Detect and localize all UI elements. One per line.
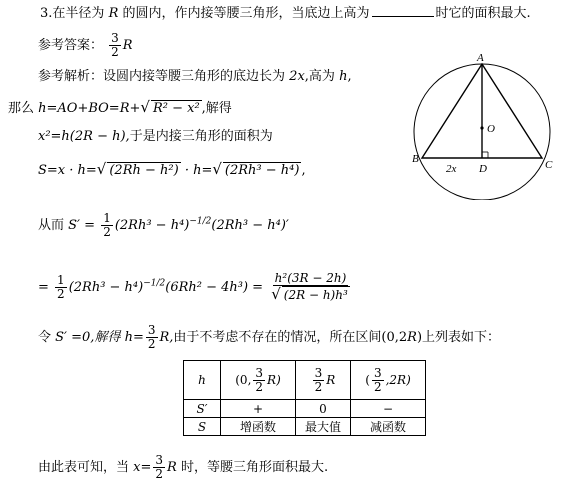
- problem-text-b: 的圆内，作内接等腰三角形，当底边上高为: [122, 6, 370, 21]
- label-d: D: [479, 163, 487, 175]
- eq6-a: 令: [38, 330, 52, 345]
- int2-den: 2: [373, 379, 382, 394]
- int2-num: 3: [373, 365, 382, 380]
- sqrt-icon: √: [271, 285, 281, 303]
- concl-x: x=: [133, 460, 152, 475]
- sign-cell: 0: [296, 400, 351, 418]
- problem-statement: [40, 4, 531, 23]
- problem-number: 3.: [40, 6, 53, 21]
- concl-b: 时，等腰三角形面积最大.: [180, 460, 329, 475]
- int2-a: (: [365, 372, 370, 387]
- sign-table-head: h: [184, 361, 221, 400]
- eq6-r: R,: [159, 330, 174, 345]
- answer-label: 参考答案：: [38, 38, 104, 53]
- int1-b: R): [267, 372, 281, 387]
- eq1-prefix: 那么: [8, 101, 35, 116]
- eq3-tail: ,: [301, 163, 306, 178]
- pt-num: 3: [314, 365, 323, 380]
- eq5-num: 1: [57, 273, 65, 287]
- monotonic-cell: 增函数: [221, 418, 296, 436]
- sign-table-row3-head: S: [184, 418, 221, 436]
- eq3-mid: · h=: [184, 163, 213, 178]
- eq3-radicand-1: (2Rh − h²): [109, 163, 179, 178]
- sign-table-critical-point: [296, 361, 351, 400]
- conclusion: [38, 454, 328, 481]
- analysis-text1: 设圆内接等腰三角形的底边长为: [103, 69, 286, 84]
- eq1-lhs: h=AO+BO=R+: [38, 101, 141, 116]
- eq2: x²=h(2R − h),: [38, 129, 130, 144]
- equation-2: [38, 128, 273, 146]
- eq2-tail: 于是内接三角形的面积为: [129, 129, 273, 144]
- eq1-radicand: R² − x²: [152, 101, 200, 116]
- equation-3: [38, 160, 306, 180]
- eq4-num: 1: [103, 211, 111, 225]
- label-base: 2x: [446, 163, 457, 175]
- analysis-text3: ,: [347, 69, 352, 84]
- eq5-fraction: [55, 274, 67, 301]
- answer-var: R: [122, 38, 133, 53]
- reference-answer: [38, 32, 133, 59]
- eq3-lhs: S=x · h=: [38, 163, 97, 178]
- concl-r: R: [167, 460, 177, 475]
- inscribed-triangle-figure: [406, 52, 572, 200]
- sign-table-interval-1: [221, 361, 296, 400]
- var-r: R: [108, 6, 119, 21]
- int1-a: (0,: [235, 372, 252, 387]
- label-c: C: [545, 159, 553, 171]
- analysis-intro: [38, 68, 352, 86]
- equation-6: [38, 324, 500, 351]
- concl-fraction: [153, 454, 165, 481]
- int1-num: 3: [255, 365, 264, 380]
- label-o: O: [487, 123, 495, 135]
- int1-den: 2: [255, 379, 264, 394]
- int2-b: ,2R): [385, 372, 411, 387]
- sqrt-icon: √: [96, 160, 107, 178]
- eq3-radicand-2: (2Rh³ − h⁴): [224, 163, 300, 178]
- eq5-eq: =: [38, 280, 49, 295]
- concl-num: 3: [155, 453, 164, 467]
- problem-text-a: 在半径为: [52, 6, 105, 21]
- eq5-fden: (2R − h)h³: [283, 288, 348, 302]
- eq4-fraction: [101, 212, 113, 239]
- sign-table-interval-2: [351, 361, 426, 400]
- base-var: 2x: [289, 69, 305, 84]
- equation-1: [8, 98, 232, 118]
- pt-den: 2: [314, 379, 323, 394]
- label-a: A: [477, 52, 484, 64]
- eq6-c: 由于不考虑不存在的情况，所在区间(0,2: [173, 330, 408, 345]
- concl-den: 2: [155, 467, 164, 481]
- eq4-den: 2: [103, 225, 111, 239]
- analysis-label: 参考解析：: [38, 69, 104, 84]
- answer-blank: [372, 4, 434, 17]
- answer-den: 2: [111, 45, 119, 59]
- equation-5: [38, 272, 354, 303]
- eq5-base: (2Rh³ − h⁴): [68, 280, 144, 295]
- eq4-exponent: −1/2: [189, 216, 212, 227]
- eq4-lhs: S′ =: [68, 218, 96, 233]
- eq5-exponent: −1/2: [143, 278, 166, 289]
- eq5-fnum: h²(3R − 2h): [274, 271, 347, 285]
- sign-cell: −: [351, 400, 426, 418]
- sign-table-row2-head: S′: [184, 400, 221, 418]
- concl-a: 由此表可知，当: [38, 460, 130, 475]
- eq5-mid: (6Rh² − 4h³) =: [165, 280, 264, 295]
- equation-4: [38, 212, 289, 239]
- sign-cell: +: [221, 400, 296, 418]
- eq6-fraction: [146, 324, 158, 351]
- eq6-num: 3: [147, 323, 156, 337]
- center-point: [480, 126, 483, 129]
- eq4-base: (2Rh³ − h⁴): [114, 218, 190, 233]
- answer-fraction: [109, 32, 121, 59]
- eq6-den: 2: [147, 337, 156, 351]
- label-b: B: [412, 153, 419, 165]
- eq4-tail: (2Rh³ − h⁴)′: [211, 218, 289, 233]
- pt-r: R: [326, 372, 336, 387]
- problem-text-c: 时它的面积最大.: [435, 6, 531, 21]
- eq6-b: S′ =0,解得: [55, 330, 121, 345]
- sqrt-icon: √: [140, 98, 150, 116]
- eq6-e: )上列表如下：: [416, 330, 501, 345]
- eq6-h: h=: [124, 330, 144, 345]
- eq5-big-fraction: [269, 272, 352, 303]
- monotonic-cell: 最大值: [296, 418, 351, 436]
- sign-table: [183, 360, 426, 436]
- height-var: h: [339, 69, 348, 84]
- sqrt-icon: √: [212, 160, 222, 178]
- analysis-text2: ,高为: [304, 69, 335, 84]
- eq5-den: 2: [57, 287, 65, 301]
- eq4-prefix: 从而: [38, 218, 65, 233]
- eq1-tail: ,解得: [201, 101, 232, 116]
- answer-num: 3: [111, 31, 119, 45]
- eq6-d: R: [407, 330, 417, 345]
- monotonic-cell: 减函数: [351, 418, 426, 436]
